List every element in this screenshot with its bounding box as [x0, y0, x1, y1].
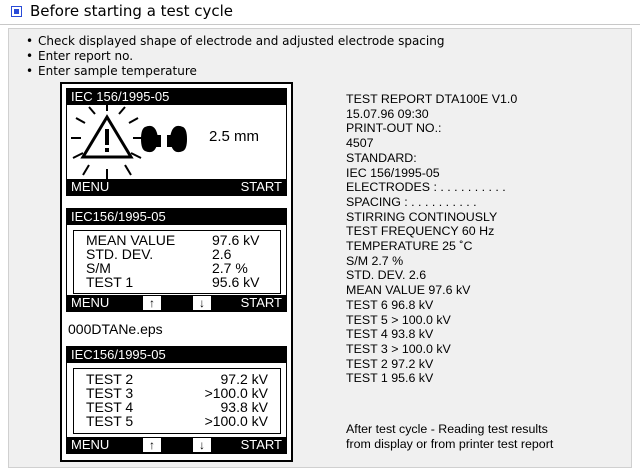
report-line: SPACING : . . . . . . . . . .: [346, 194, 477, 209]
list-item: • Enter report no.: [26, 49, 134, 63]
row-label: TEST 1: [86, 274, 134, 290]
softkey-bar: [67, 179, 286, 195]
list-item: • Enter sample temperature: [26, 64, 197, 78]
report-line: TEST 5 > 100.0 kV: [346, 312, 451, 327]
screen-title: IEC 156/1995-05: [67, 89, 286, 105]
header-divider: [0, 24, 640, 25]
checkbox-dot: [14, 9, 19, 14]
arrow-down-icon[interactable]: ↓: [193, 438, 211, 452]
start-softkey[interactable]: START: [240, 437, 282, 452]
report-line: TEST 1 95.6 kV: [346, 371, 434, 386]
warning-triangle-icon: [83, 117, 131, 157]
row-label: TEST 4: [86, 399, 134, 415]
row-value: 2.6: [212, 246, 232, 262]
electrode-icon: [141, 126, 187, 152]
test-report-text: [346, 92, 517, 386]
report-line: TEST REPORT DTA100E V1.0: [346, 92, 518, 106]
report-line: TEST 2 97.2 kV: [346, 356, 434, 371]
section-header: [0, 0, 640, 24]
row-value: 93.8 kV: [220, 399, 268, 415]
row-value: 97.6 kV: [212, 232, 260, 248]
report-line: STIRRING CONTINOUSLY: [346, 209, 498, 224]
table-row: [86, 274, 268, 290]
measurement-box: [73, 368, 281, 434]
screen-title: IEC156/1995-05: [67, 347, 286, 363]
report-line: TEST FREQUENCY 60 Hz: [346, 224, 495, 239]
report-line: ELECTRODES : . . . . . . . . . .: [346, 180, 506, 195]
report-line: TEMPERATURE 25 ˚C: [346, 239, 473, 254]
file-name-label: 000DTANe.eps: [68, 321, 163, 337]
start-softkey[interactable]: START: [240, 295, 282, 310]
measurement-box: [73, 230, 281, 294]
caption-line: After test cycle - Reading test results: [346, 422, 548, 436]
device-display-illustration: [60, 82, 293, 462]
caption-line: from display or from printer test report: [346, 437, 554, 451]
table-row: [86, 413, 268, 429]
row-value: 95.6 kV: [212, 274, 260, 290]
electrode-spacing-value: 2.5 mm: [209, 128, 260, 145]
checkbox-icon[interactable]: [11, 6, 22, 17]
report-line: TEST 3 > 100.0 kV: [346, 341, 451, 356]
row-label: S/M: [86, 260, 111, 276]
report-line: 15.07.96 09:30: [346, 106, 429, 121]
instruction-list: [26, 34, 444, 79]
row-label: TEST 3: [86, 385, 134, 401]
list-item: • Check displayed shape of electrode and adjusted electrode spacing: [26, 34, 445, 48]
report-line: STD. DEV. 2.6: [346, 268, 427, 283]
report-line: MEAN VALUE 97.6 kV: [346, 283, 471, 298]
lcd-screen-electrode: [66, 88, 287, 196]
row-label: MEAN VALUE: [86, 232, 176, 248]
menu-softkey[interactable]: MENU: [71, 295, 110, 310]
report-line: TEST 4 93.8 kV: [346, 327, 434, 342]
arrow-up-icon[interactable]: ↑: [143, 438, 161, 452]
report-line: PRINT-OUT NO.:: [346, 121, 442, 136]
list-item-text: Enter sample temperature: [38, 64, 197, 78]
row-value: 2.7 %: [212, 260, 248, 276]
lcd-screen-statistics: [66, 208, 287, 312]
screen-title: IEC156/1995-05: [67, 209, 286, 225]
lcd-screen-test-results: [66, 346, 287, 454]
start-softkey[interactable]: START: [240, 179, 282, 194]
softkey-bar: [67, 437, 286, 453]
report-line: STANDARD:: [346, 150, 417, 165]
row-label: STD. DEV.: [86, 246, 154, 262]
report-line: 4507: [346, 136, 374, 151]
list-item-text: Check displayed shape of electrode and adjusted electrode spacing: [38, 34, 445, 48]
row-label: TEST 5: [86, 413, 134, 429]
row-label: TEST 2: [86, 371, 134, 387]
report-line: IEC 156/1995-05: [346, 165, 440, 180]
row-value: >100.0 kV: [204, 413, 268, 429]
menu-softkey[interactable]: MENU: [71, 437, 110, 452]
list-item-text: Enter report no.: [38, 49, 134, 63]
menu-softkey[interactable]: MENU: [71, 179, 110, 194]
report-line: S/M 2.7 %: [346, 253, 404, 268]
caption-text: [346, 422, 553, 452]
softkey-bar: [67, 295, 286, 311]
arrow-down-icon[interactable]: ↓: [193, 296, 211, 310]
report-line: TEST 6 96.8 kV: [346, 297, 434, 312]
arrow-up-icon[interactable]: ↑: [143, 296, 161, 310]
row-value: >100.0 kV: [204, 385, 268, 401]
row-value: 97.2 kV: [220, 371, 268, 387]
section-title: Before starting a test cycle: [30, 2, 234, 20]
